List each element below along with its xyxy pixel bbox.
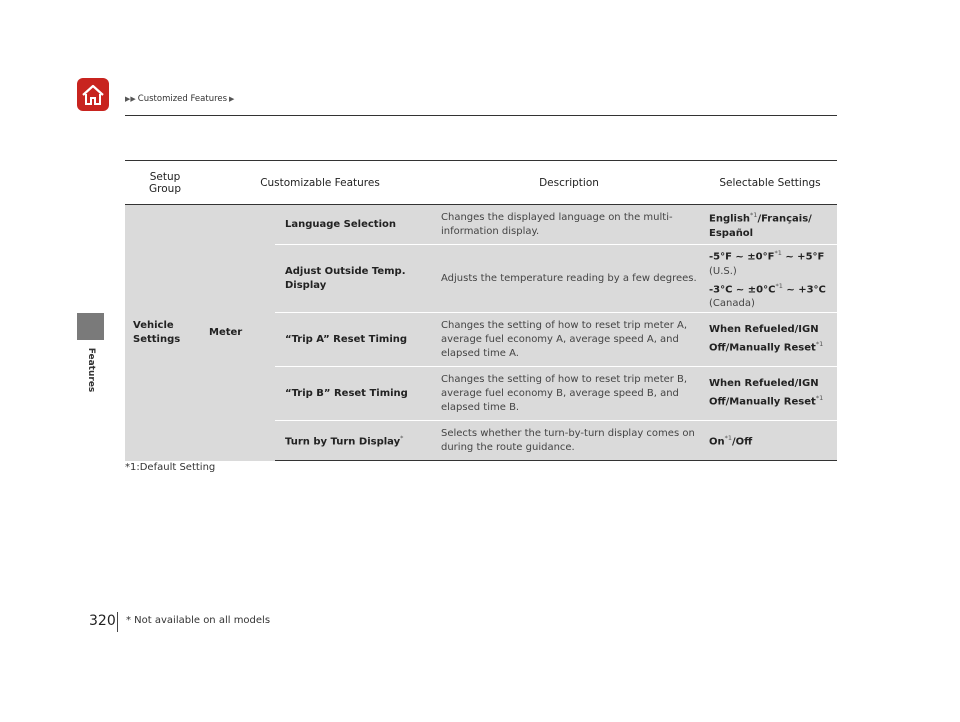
group-vehicle-settings: Vehicle Settings: [125, 205, 205, 461]
description-cell: Selects whether the turn-by-turn display comes on during the route guidance.: [435, 421, 703, 461]
page-number: 320: [89, 613, 116, 629]
header-rule: [125, 115, 837, 116]
group-meter: Meter: [205, 205, 275, 461]
footer-divider: [117, 612, 118, 632]
table-row: [125, 205, 837, 245]
settings-cell: When Refueled/IGN Off/Manually Reset$^{*1}$: [703, 367, 837, 421]
description-cell: Adjusts the temperature reading by a few degrees.: [435, 245, 703, 313]
description-cell: Changes the setting of how to reset trip meter A, average fuel economy A, average speed A, and elapsed time A.: [435, 313, 703, 367]
settings-cell: English$^{*1}$/Français/ Español: [703, 205, 837, 245]
settings-cell: On$^{*1}$/Off: [703, 421, 837, 461]
footer-availability-note: * Not available on all models: [126, 615, 271, 626]
home-button[interactable]: [77, 78, 109, 111]
footnote-default-setting: *1:Default Setting: [125, 462, 216, 473]
feature-trip-a-reset: “Trip A” Reset Timing: [275, 313, 435, 367]
feature-adjust-outside-temp: Adjust Outside Temp. Display: [275, 245, 435, 313]
section-tab-label: Features: [86, 347, 96, 393]
description-cell: Changes the displayed language on the multi-information display.: [435, 205, 703, 245]
header-selectable-settings: Selectable Settings: [703, 161, 837, 205]
settings-cell: -5°F ~ $\pm 0^\circ F^{*1}$ ~ +5°F (U.S.) -3°C ~ $\pm 0^\circ C^{*1}$ ~ +3°C (Canada): [703, 245, 837, 313]
feature-language-selection: Language Selection: [275, 205, 435, 245]
breadcrumb-link-customized-features[interactable]: Customized Features: [137, 94, 228, 104]
header-description: Description: [435, 161, 703, 205]
header-customizable-features: Customizable Features: [205, 161, 435, 205]
table-header-row: [125, 161, 837, 205]
description-cell: Changes the setting of how to reset trip meter B, average fuel economy B, average speed B, and elapsed time B.: [435, 367, 703, 421]
settings-cell: When Refueled/IGN Off/Manually Reset$^{*1}$: [703, 313, 837, 367]
triangle-right-icon: ▶: [229, 95, 235, 103]
feature-trip-b-reset: “Trip B” Reset Timing: [275, 367, 435, 421]
breadcrumb: [125, 94, 234, 104]
customization-table: [125, 160, 837, 461]
section-tab-marker[interactable]: [77, 313, 104, 340]
header-setup-group: Setup Group: [125, 161, 205, 205]
home-icon: [81, 84, 105, 106]
triangle-right-icon: ▶▶: [125, 95, 136, 103]
feature-turn-by-turn: Turn by Turn Display*: [275, 421, 435, 461]
